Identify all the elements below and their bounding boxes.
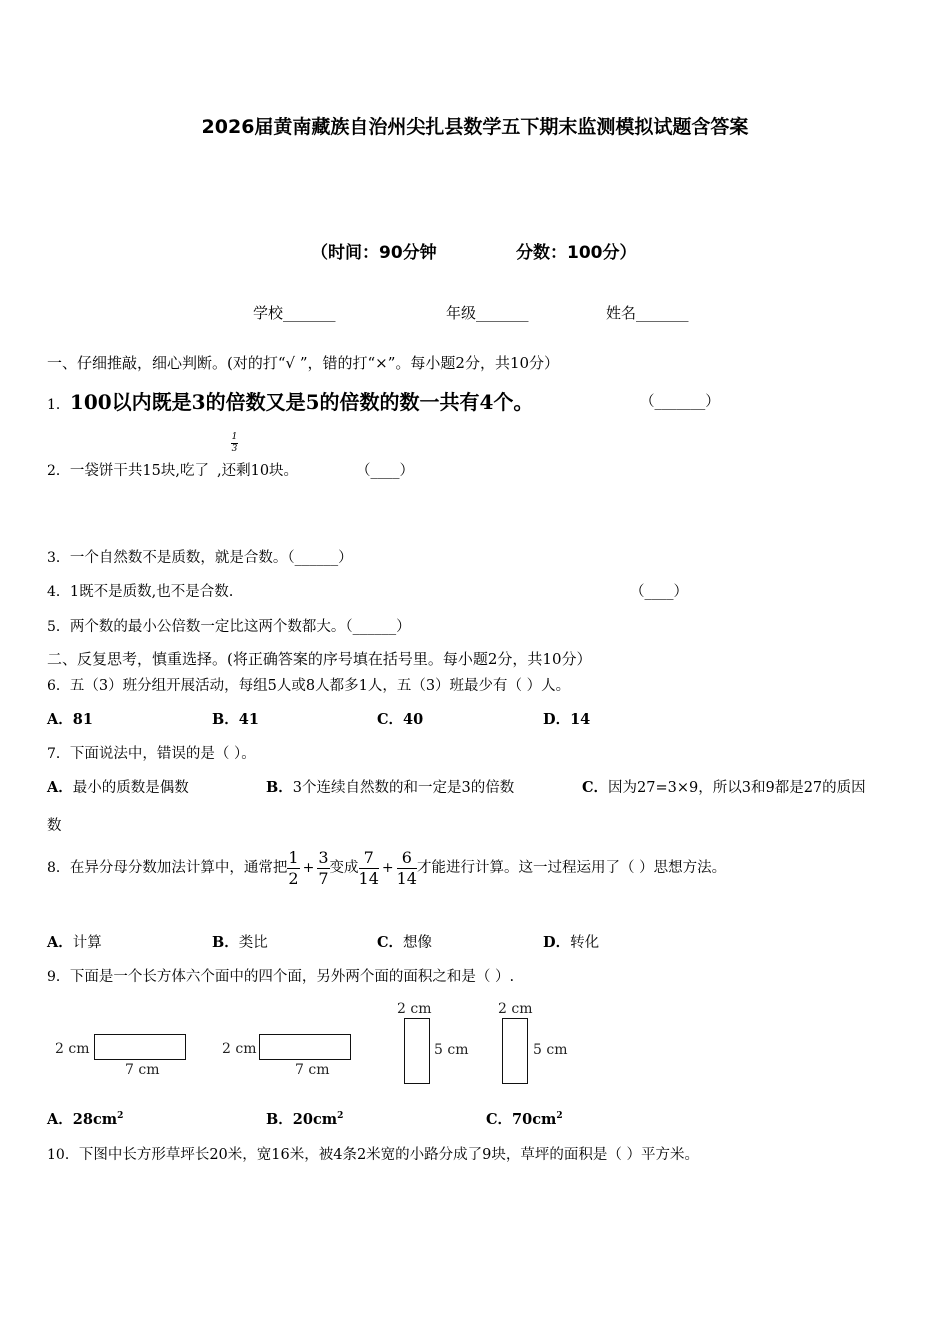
question-5 (47, 615, 411, 636)
question-text: 100以内既是3的倍数又是5的倍数的数一共有4个。 (69, 390, 534, 414)
question-7 (47, 742, 256, 763)
option-c-wrap: 数 (47, 818, 62, 834)
question-8 (47, 846, 726, 890)
plus-sign: + (381, 860, 394, 876)
question-text: 一个自然数不是质数，就是合数。（______） (69, 550, 353, 566)
grade-field: 年级_______ (446, 304, 529, 322)
question-text: 下面说法中，错误的是（ ）。 (69, 746, 256, 762)
fraction-denominator: 3 (231, 444, 238, 454)
face-2-width-label: 2 cm (222, 1041, 257, 1057)
question-number: 3． (47, 550, 70, 566)
question-text: 在异分母分数加法计算中，通常把 (69, 860, 288, 876)
section-1-heading: 一、仔细推敲，细心判断。(对的打“√ ”，错的打“×”。每小题2分，共10分） (47, 354, 560, 372)
question-text: 一袋饼干共15块,吃了 (69, 463, 209, 479)
question-text: 下图中长方形草坪长20米，宽16米，被4条2米宽的小路分成了9块，草坪的面积是（ ）平方米。 (78, 1147, 700, 1163)
question-number: 1． (47, 397, 70, 413)
option-c: C．40 (377, 711, 424, 728)
question-number: 8． (47, 860, 70, 876)
face-1-rect (94, 1034, 186, 1060)
option-b: B．41 (212, 711, 259, 728)
question-6 (47, 674, 570, 695)
face-2-rect (259, 1034, 351, 1060)
question-number: 5． (47, 619, 70, 635)
option-d: D．转化 (543, 934, 600, 951)
option-a: A．$28cm^2$ (47, 1111, 124, 1128)
face-1-length-label: 7 cm (125, 1062, 160, 1078)
question-3 (47, 546, 353, 567)
option-b: B．$20cm^2$ (266, 1111, 344, 1128)
question-text: 才能进行计算。这一过程运用了（ ）思想方法。 (416, 860, 727, 876)
question-number: 9． (47, 969, 70, 985)
question-9 (47, 965, 514, 986)
question-text: ,还剩10块。 (216, 463, 299, 479)
option-a: A．81 (47, 711, 93, 728)
question-10 (47, 1143, 699, 1164)
question-2 (47, 459, 298, 480)
option-c: C．$70cm^2$ (486, 1111, 563, 1128)
face-3-rect (404, 1018, 430, 1084)
question-text: 五（3）班分组开展活动，每组5人或8人都多1人，五（3）班最少有（ ）人。 (69, 678, 571, 694)
answer-blank: （____） (356, 463, 414, 479)
option-b: B．3个连续自然数的和一定是3的倍数 (266, 779, 515, 796)
option-a: A．计算 (47, 934, 102, 951)
option-b: B．类比 (212, 934, 268, 951)
option-c: C．因为27=3×9，所以3和9都是27的质因 (582, 779, 866, 796)
answer-blank: （_______） (640, 394, 720, 410)
fraction-7-14: $\frac{7}{14}$ (358, 847, 379, 888)
name-field: 姓名_______ (606, 304, 689, 322)
question-number: 7． (47, 746, 70, 762)
face-4-top-label: 2 cm (498, 1001, 533, 1017)
section-2-heading: 二、反复思考，慎重选择。(将正确答案的序号填在括号里。每小题2分，共10分） (47, 650, 592, 668)
fraction-numerator: 1 (231, 432, 238, 442)
exam-score: 分数：100分） (516, 243, 637, 263)
exam-time: （时间：90分钟 (311, 243, 437, 263)
face-3-side-label: 5 cm (434, 1042, 469, 1058)
question-1 (47, 386, 533, 415)
question-number: 10． (47, 1147, 79, 1163)
small-fraction (231, 432, 238, 455)
fraction-1-2: $\frac{1}{2}$ (288, 847, 299, 888)
face-4-side-label: 5 cm (533, 1042, 568, 1058)
school-field: 学校_______ (253, 304, 336, 322)
question-text: 1既不是质数,也不是合数. (69, 584, 234, 600)
question-text: 下面是一个长方体六个面中的四个面，另外两个面的面积之和是（ ）. (69, 969, 515, 985)
question-number: 4． (47, 584, 70, 600)
question-number: 2． (47, 463, 70, 479)
option-a: A．最小的质数是偶数 (47, 779, 189, 796)
face-3-top-label: 2 cm (397, 1001, 432, 1017)
face-1-width-label: 2 cm (55, 1041, 90, 1057)
face-4-rect (502, 1018, 528, 1084)
question-text: 两个数的最小公倍数一定比这两个数都大。（______） (69, 619, 411, 635)
fraction-3-7: $\frac{3}{7}$ (318, 847, 329, 888)
answer-blank: （____） (630, 584, 688, 600)
plus-sign: + (302, 860, 315, 876)
fraction-6-14: $\frac{6}{14}$ (396, 847, 417, 888)
page-title: 2026届黄南藏族自治州尖扎县数学五下期末监测模拟试题含答案 (201, 116, 749, 138)
option-c: C．想像 (377, 934, 433, 951)
question-text: 变成 (329, 860, 359, 876)
question-number: 6． (47, 678, 70, 694)
question-4 (47, 580, 233, 601)
option-d: D．14 (543, 711, 591, 728)
face-2-length-label: 7 cm (295, 1062, 330, 1078)
